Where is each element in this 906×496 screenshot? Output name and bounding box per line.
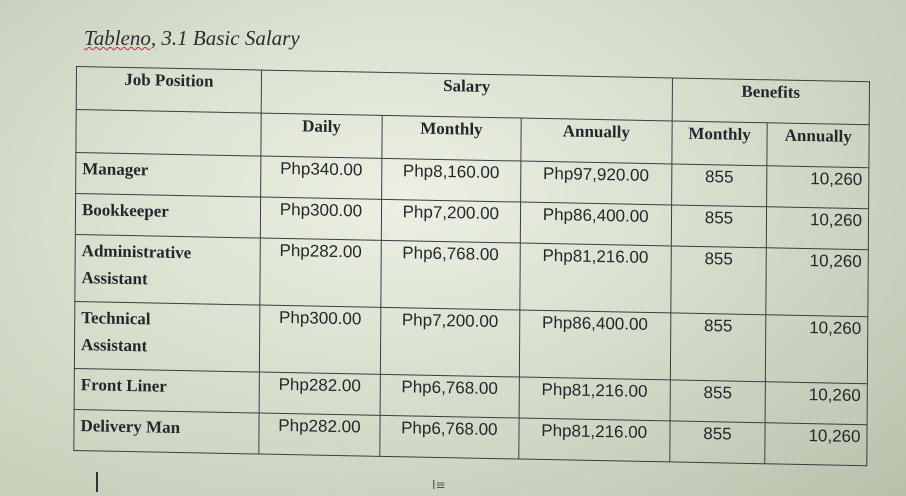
annually-cell: Php81,216.00 (519, 418, 670, 462)
salary-table (73, 66, 870, 466)
daily-cell: Php282.00 (259, 413, 380, 456)
job-position-line-1: Delivery Man (80, 416, 181, 438)
monthly-cell: Php7,200.00 (381, 199, 520, 243)
header-monthly: Monthly (382, 115, 521, 161)
job-position-cell (74, 409, 259, 454)
benefits-monthly-cell: 855 (671, 164, 767, 207)
job-position-line-1: Technical (81, 308, 151, 329)
benefits-monthly-cell: 855 (670, 380, 766, 423)
text-cursor[interactable] (96, 472, 98, 492)
job-position-line-1: Administrative (81, 241, 192, 263)
header-benefits-monthly: Monthly (672, 121, 768, 166)
annually-cell: Php81,216.00 (519, 377, 670, 421)
monthly-cell: Php8,160.00 (381, 158, 520, 202)
job-position-line-1: Manager (82, 159, 149, 180)
annually-cell: Php81,216.00 (520, 243, 671, 313)
annually-cell: Php86,400.00 (520, 202, 671, 246)
caption-prefix: Tableno, (84, 26, 157, 50)
daily-cell: Php300.00 (260, 197, 381, 240)
header-blank (76, 110, 261, 157)
job-position-cell (75, 234, 260, 305)
benefits-annually-cell: 10,260 (767, 207, 869, 250)
benefits-annually-cell: 10,260 (766, 315, 868, 384)
benefits-annually-cell: 10,260 (765, 423, 867, 466)
header-benefits: Benefits (672, 78, 870, 125)
benefits-monthly-cell: 855 (671, 205, 767, 248)
annually-cell: Php86,400.00 (519, 310, 670, 380)
job-position-line-1: Bookkeeper (81, 200, 169, 221)
daily-cell: Php282.00 (259, 372, 380, 415)
benefits-annually-cell: 10,260 (767, 166, 869, 209)
header-benefits-annually: Annually (767, 123, 869, 168)
header-salary: Salary (261, 70, 672, 121)
monthly-cell: Php6,768.00 (380, 374, 519, 418)
benefits-annually-cell: 10,260 (766, 248, 868, 317)
paragraph-mark-icon: I≡ (432, 478, 446, 492)
daily-cell: Php300.00 (259, 305, 380, 374)
job-position-line-2: Assistant (80, 335, 148, 356)
table-caption (84, 26, 300, 51)
job-position-cell (74, 301, 259, 372)
monthly-cell: Php6,768.00 (380, 415, 519, 459)
annually-cell: Php97,920.00 (520, 161, 671, 205)
benefits-monthly-cell: 855 (670, 313, 766, 382)
header-annually: Annually (521, 118, 672, 164)
header-job-position: Job Position (76, 67, 261, 114)
job-position-line-2: Assistant (81, 268, 148, 289)
caption-title: 3.1 Basic Salary (156, 26, 300, 50)
monthly-cell: Php7,200.00 (380, 307, 519, 377)
benefits-monthly-cell: 855 (669, 421, 765, 464)
job-position-cell (75, 193, 260, 238)
job-position-cell (76, 153, 261, 198)
daily-cell: Php282.00 (260, 238, 381, 307)
benefits-annually-cell: 10,260 (765, 382, 867, 425)
job-position-line-1: Front Liner (80, 375, 167, 396)
monthly-cell: Php6,768.00 (381, 240, 520, 310)
header-daily: Daily (261, 113, 382, 158)
daily-cell: Php340.00 (261, 156, 382, 199)
benefits-monthly-cell: 855 (671, 246, 767, 315)
job-position-cell (74, 368, 259, 413)
